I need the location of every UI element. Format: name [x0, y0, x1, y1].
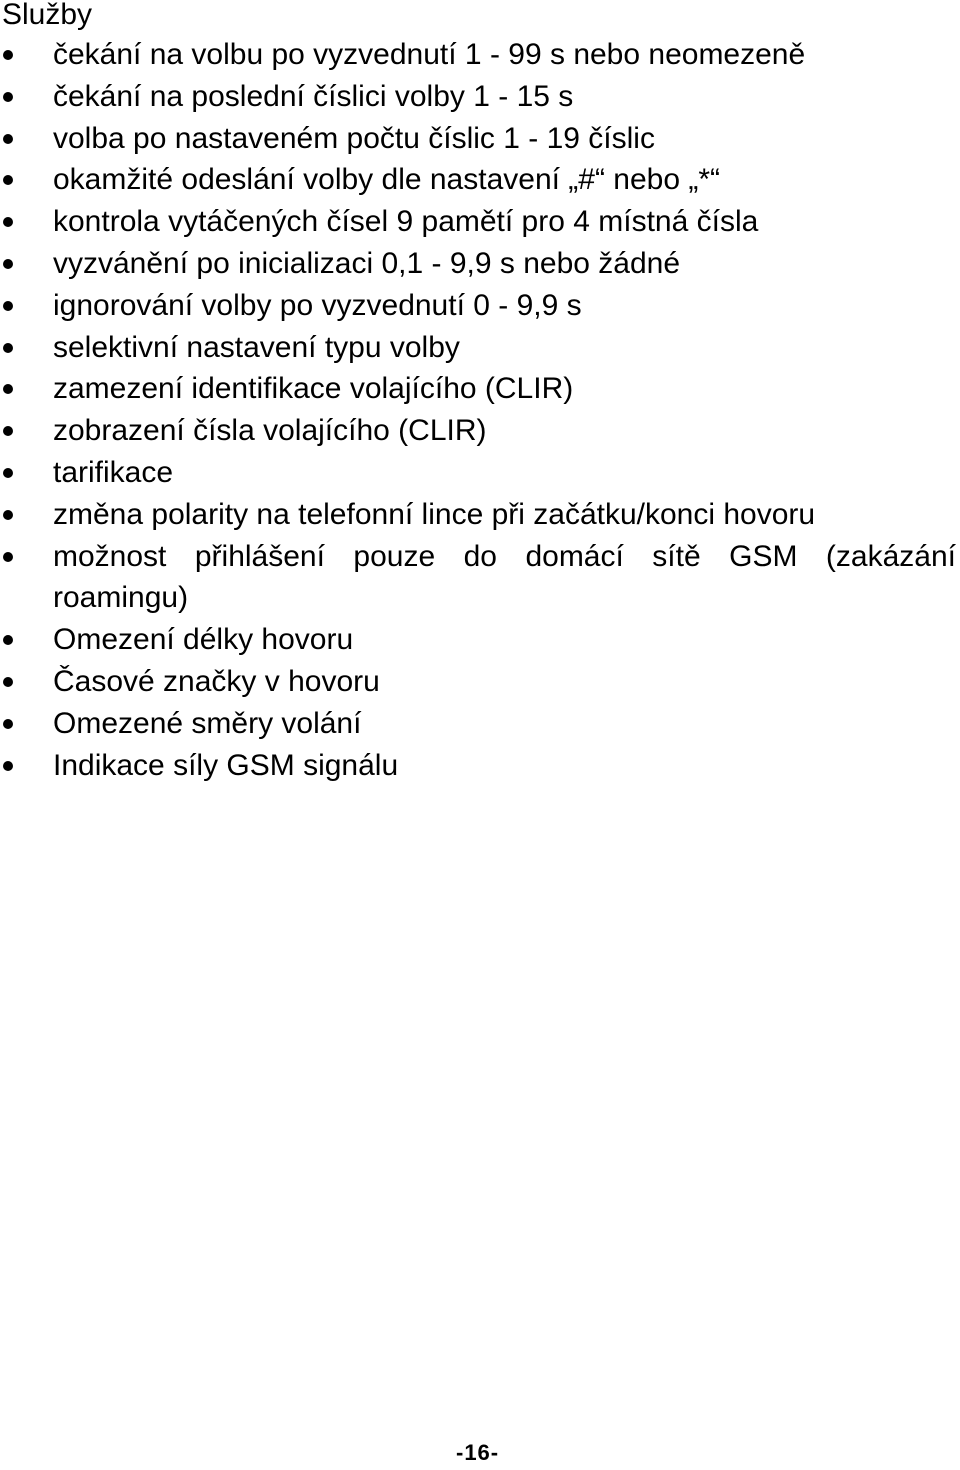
bullet-icon: [3, 677, 13, 687]
page-number: -16-: [456, 1440, 500, 1465]
list-item: [0, 201, 960, 243]
list-item: [0, 661, 960, 703]
list-item-text: okamžité odeslání volby dle nastavení „#“ nebo „*“: [53, 163, 721, 197]
bullet-icon: [3, 50, 13, 60]
bullet-icon: [3, 134, 13, 144]
bullet-icon: [3, 635, 13, 645]
list-item-text: možnost přihlášení pouze do domácí sítě GSM (zakázání roamingu): [53, 539, 956, 615]
list-item-text: zamezení identifikace volajícího (CLIR): [53, 372, 574, 406]
list-item: [0, 536, 960, 620]
bullet-icon: [3, 761, 13, 771]
list-item-text: Omezení délky hovoru: [53, 623, 354, 657]
list-item-text: kontrola vytáčených čísel 9 pamětí pro 4 místná čísla: [53, 205, 759, 239]
bullet-icon: [3, 426, 13, 436]
list-item-text: tarifikace: [53, 455, 174, 489]
list-item-text: vyzvánění po inicializaci 0,1 - 9,9 s nebo žádné: [53, 246, 681, 280]
list-item: [0, 410, 960, 452]
list-item-text: zobrazení čísla volajícího (CLIR): [53, 414, 487, 448]
list-item-text: čekání na volbu po vyzvednutí 1 - 99 s nebo neomezeně: [53, 38, 806, 71]
bullet-icon: [3, 217, 13, 227]
list-item: [0, 452, 960, 494]
list-item: [0, 76, 960, 118]
bullet-icon: [3, 259, 13, 269]
list-item: [0, 494, 960, 536]
list-item-text: selektivní nastavení typu volby: [53, 330, 460, 364]
list-item: [0, 745, 960, 787]
list-item-text: Časové značky v hovoru: [53, 664, 380, 698]
list-item-text: Indikace síly GSM signálu: [53, 748, 399, 782]
list-item: [0, 243, 960, 285]
services-list: [0, 34, 960, 786]
list-item-text: Omezené směry volání: [53, 706, 362, 740]
bullet-icon: [3, 384, 13, 394]
bullet-icon: [3, 343, 13, 353]
list-item: [0, 703, 960, 745]
bullet-icon: [3, 552, 13, 562]
list-item-text: čekání na poslední číslici volby 1 - 15 s: [53, 79, 574, 113]
list-item: [0, 118, 960, 160]
bullet-icon: [3, 301, 13, 311]
bullet-icon: [3, 719, 13, 729]
bullet-icon: [3, 510, 13, 520]
section-heading: Služby: [2, 0, 93, 31]
list-item-text: volba po nastaveném počtu číslic 1 - 19 číslic: [53, 121, 655, 155]
list-item: [0, 285, 960, 327]
list-item-text: ignorování volby po vyzvednutí 0 - 9,9 s: [53, 288, 582, 322]
list-item: [0, 619, 960, 661]
list-item: [0, 34, 960, 76]
list-item: [0, 368, 960, 410]
bullet-icon: [3, 92, 13, 102]
bullet-icon: [3, 468, 13, 478]
list-item-text: změna polarity na telefonní lince při začátku/konci hovoru: [53, 497, 816, 531]
list-item: [0, 327, 960, 369]
bullet-icon: [3, 175, 13, 185]
list-item: [0, 159, 960, 201]
